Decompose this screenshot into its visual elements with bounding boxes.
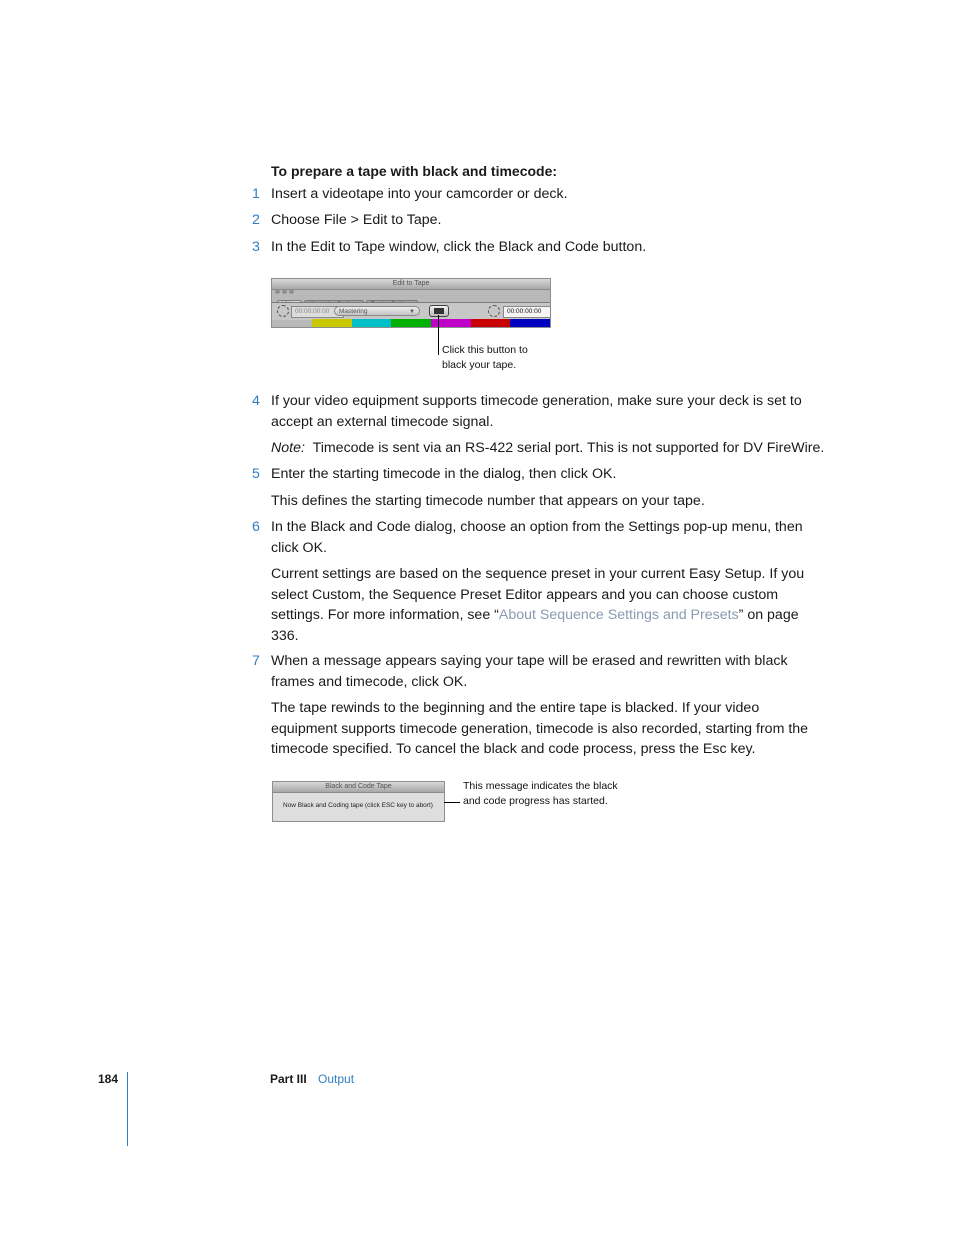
tab-bar [277,292,420,302]
note-paragraph [271,438,831,459]
caption-line: This message indicates the black [463,780,618,792]
black-and-code-button[interactable] [429,305,449,317]
jog-dial-icon[interactable] [488,305,500,317]
step-6-detail [271,564,811,646]
step-text: If your video equipment supports timecode generation, make sure your deck is set to accept an external timecode signal. [271,393,802,430]
step-number: 3 [252,239,260,255]
edit-to-tape-window [271,278,551,328]
black-and-code-window [272,781,445,822]
step-number: 7 [252,653,260,669]
step-text: In the Black and Code dialog, choose an option from the Settings pop-up menu, then click OK. [271,519,803,556]
color-bar [471,319,511,327]
note-label: Note: [271,440,305,456]
chevron-down-icon: ▼ [409,309,415,315]
color-bar [510,319,550,327]
footer-rule [127,1072,128,1146]
figure-caption-2 [463,779,618,809]
step-text: Insert a videotape into your camcorder or deck. [271,186,568,202]
transport-controls [272,302,550,320]
section-link[interactable]: Output [318,1072,355,1086]
note-text: Timecode is sent via an RS-422 serial port. This is not supported for DV FireWire. [312,440,825,456]
step-number: 4 [252,393,260,409]
window-titlebar [272,279,550,290]
cross-reference-link[interactable]: About Sequence Settings and Presets [498,607,739,623]
procedure-heading: To prepare a tape with black and timecode: [271,163,558,179]
progress-message: Now Black and Coding tape (click ESC key to abort) [283,802,433,809]
color-bar [431,319,471,327]
timecode-out-field[interactable]: 00:00:00:00 [503,306,551,318]
jog-dial-icon[interactable] [277,305,289,317]
step-number: 2 [252,212,260,228]
step-7-detail: The tape rewinds to the beginning and the entire tape is blacked. If your video equipment supports timecode generation, timecode is also recorded, starting from the timecode specified. To cancel the black and code process, press the Esc key. [271,700,809,757]
step-text: When a message appears saying your tape will be erased and rewritten with black frames and timecode, click OK. [271,653,788,690]
step-text: In the Edit to Tape window, click the Black and Code button. [271,239,647,255]
timecode-in-field[interactable]: 00:00:00:00 [291,306,344,318]
step-number: 1 [252,186,260,202]
figure-caption-1 [442,343,528,373]
step-text: Choose File > Edit to Tape. [271,212,442,228]
step-5-detail: This defines the starting timecode number that appears on your tape. [271,493,705,509]
step-number: 5 [252,466,260,482]
part-label: Part III [270,1072,307,1086]
callout-line [444,802,460,803]
caption-line: Click this button to [442,344,528,356]
step-text: Enter the starting timecode in the dialog, then click OK. [271,466,617,482]
window-title: Black and Code Tape [325,783,392,790]
color-bar [312,319,352,327]
window-titlebar [273,782,444,793]
caption-line: and code progress has started. [463,795,608,807]
step-number: 6 [252,519,260,535]
page-number: 184 [98,1072,119,1086]
window-title: Edit to Tape [392,280,430,287]
detail-text: Current settings are based on the sequence preset in your current Easy Setup. If you select Custom, the Sequence Preset Editor appears and you can choose custom settings. For more information, see “ [271,566,805,623]
detail-text: ” on page 336. [271,607,799,644]
color-bars [312,319,550,327]
color-bar [391,319,431,327]
callout-line [438,315,439,355]
mode-popup[interactable] [334,306,420,316]
color-bar [352,319,392,327]
mode-popup-label: Mastering [339,308,368,315]
caption-line: black your tape. [442,359,517,371]
film-icon [434,308,444,314]
